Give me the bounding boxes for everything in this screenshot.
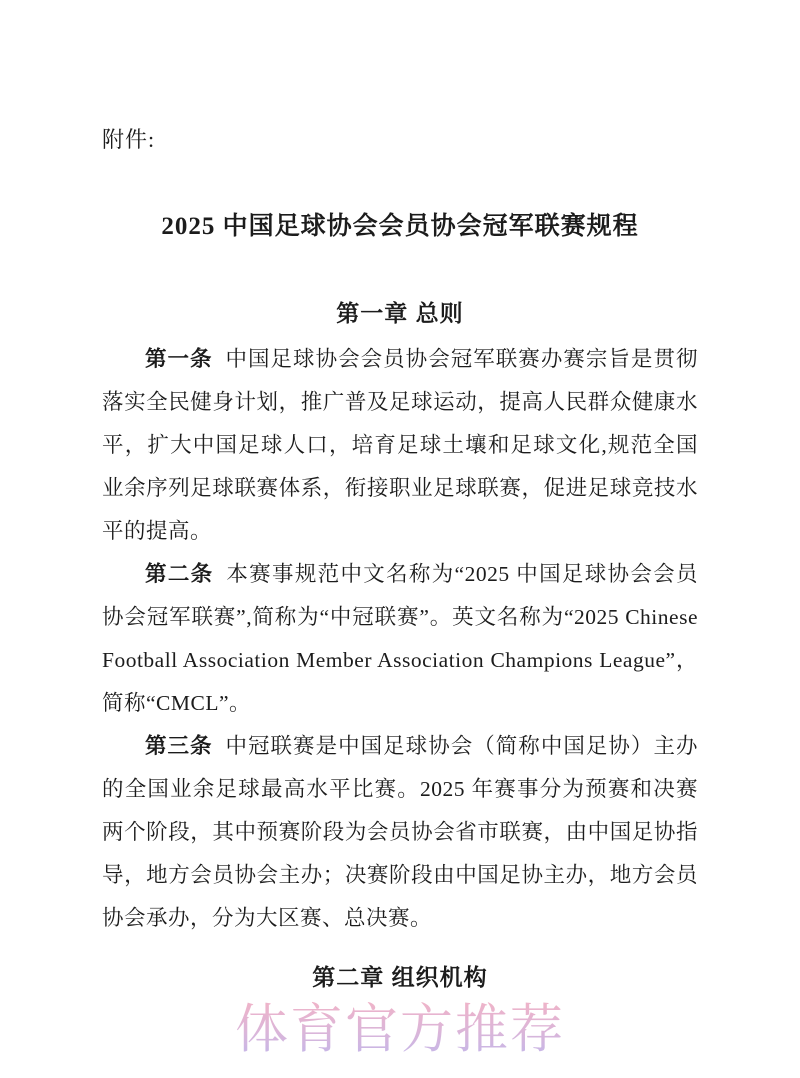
chapter-1-heading: 第一章 总则 — [336, 300, 464, 326]
article-text: 本赛事规范中文名称为“2025 中国足球协会会员协会冠军联赛”,简称为“中冠联赛”。英文名称为“2025 Chinese Football Association Member Association Champions League”，简称“CMCL”。 — [102, 562, 698, 715]
article-text: 中冠联赛是中国足球协会（简称中国足协）主办的全国业余足球最高水平比赛。2025 年赛事分为预赛和决赛两个阶段，其中预赛阶段为会员协会省市联赛，由中国足协指导，地方会员协会主办；决赛阶段由中国足协主办，地方会员协会承办，分为大区赛、总决赛。 — [102, 734, 698, 930]
attachment-label: 附件: — [102, 127, 156, 152]
chapter-2-heading: 第二章 组织机构 — [312, 964, 488, 990]
watermark-text: 体育官方推荐 — [0, 998, 800, 1062]
article-paragraph — [102, 725, 698, 940]
article-number-label: 第一条 — [145, 347, 213, 371]
articles-container — [102, 338, 698, 940]
page-title: 2025 中国足球协会会员协会冠军联赛规程 — [161, 213, 639, 240]
article-number-label: 第三条 — [145, 734, 213, 758]
article-text: 中国足球协会会员协会冠军联赛办赛宗旨是贯彻落实全民健身计划，推广普及足球运动，提高人民群众健康水平，扩大中国足球人口，培育足球土壤和足球文化,规范全国业余序列足球联赛体系，衔接职业足球联赛，促进足球竞技水平的提高。 — [102, 347, 698, 543]
article-paragraph — [102, 553, 698, 725]
article-paragraph — [102, 338, 698, 553]
article-number-label: 第二条 — [145, 562, 214, 586]
